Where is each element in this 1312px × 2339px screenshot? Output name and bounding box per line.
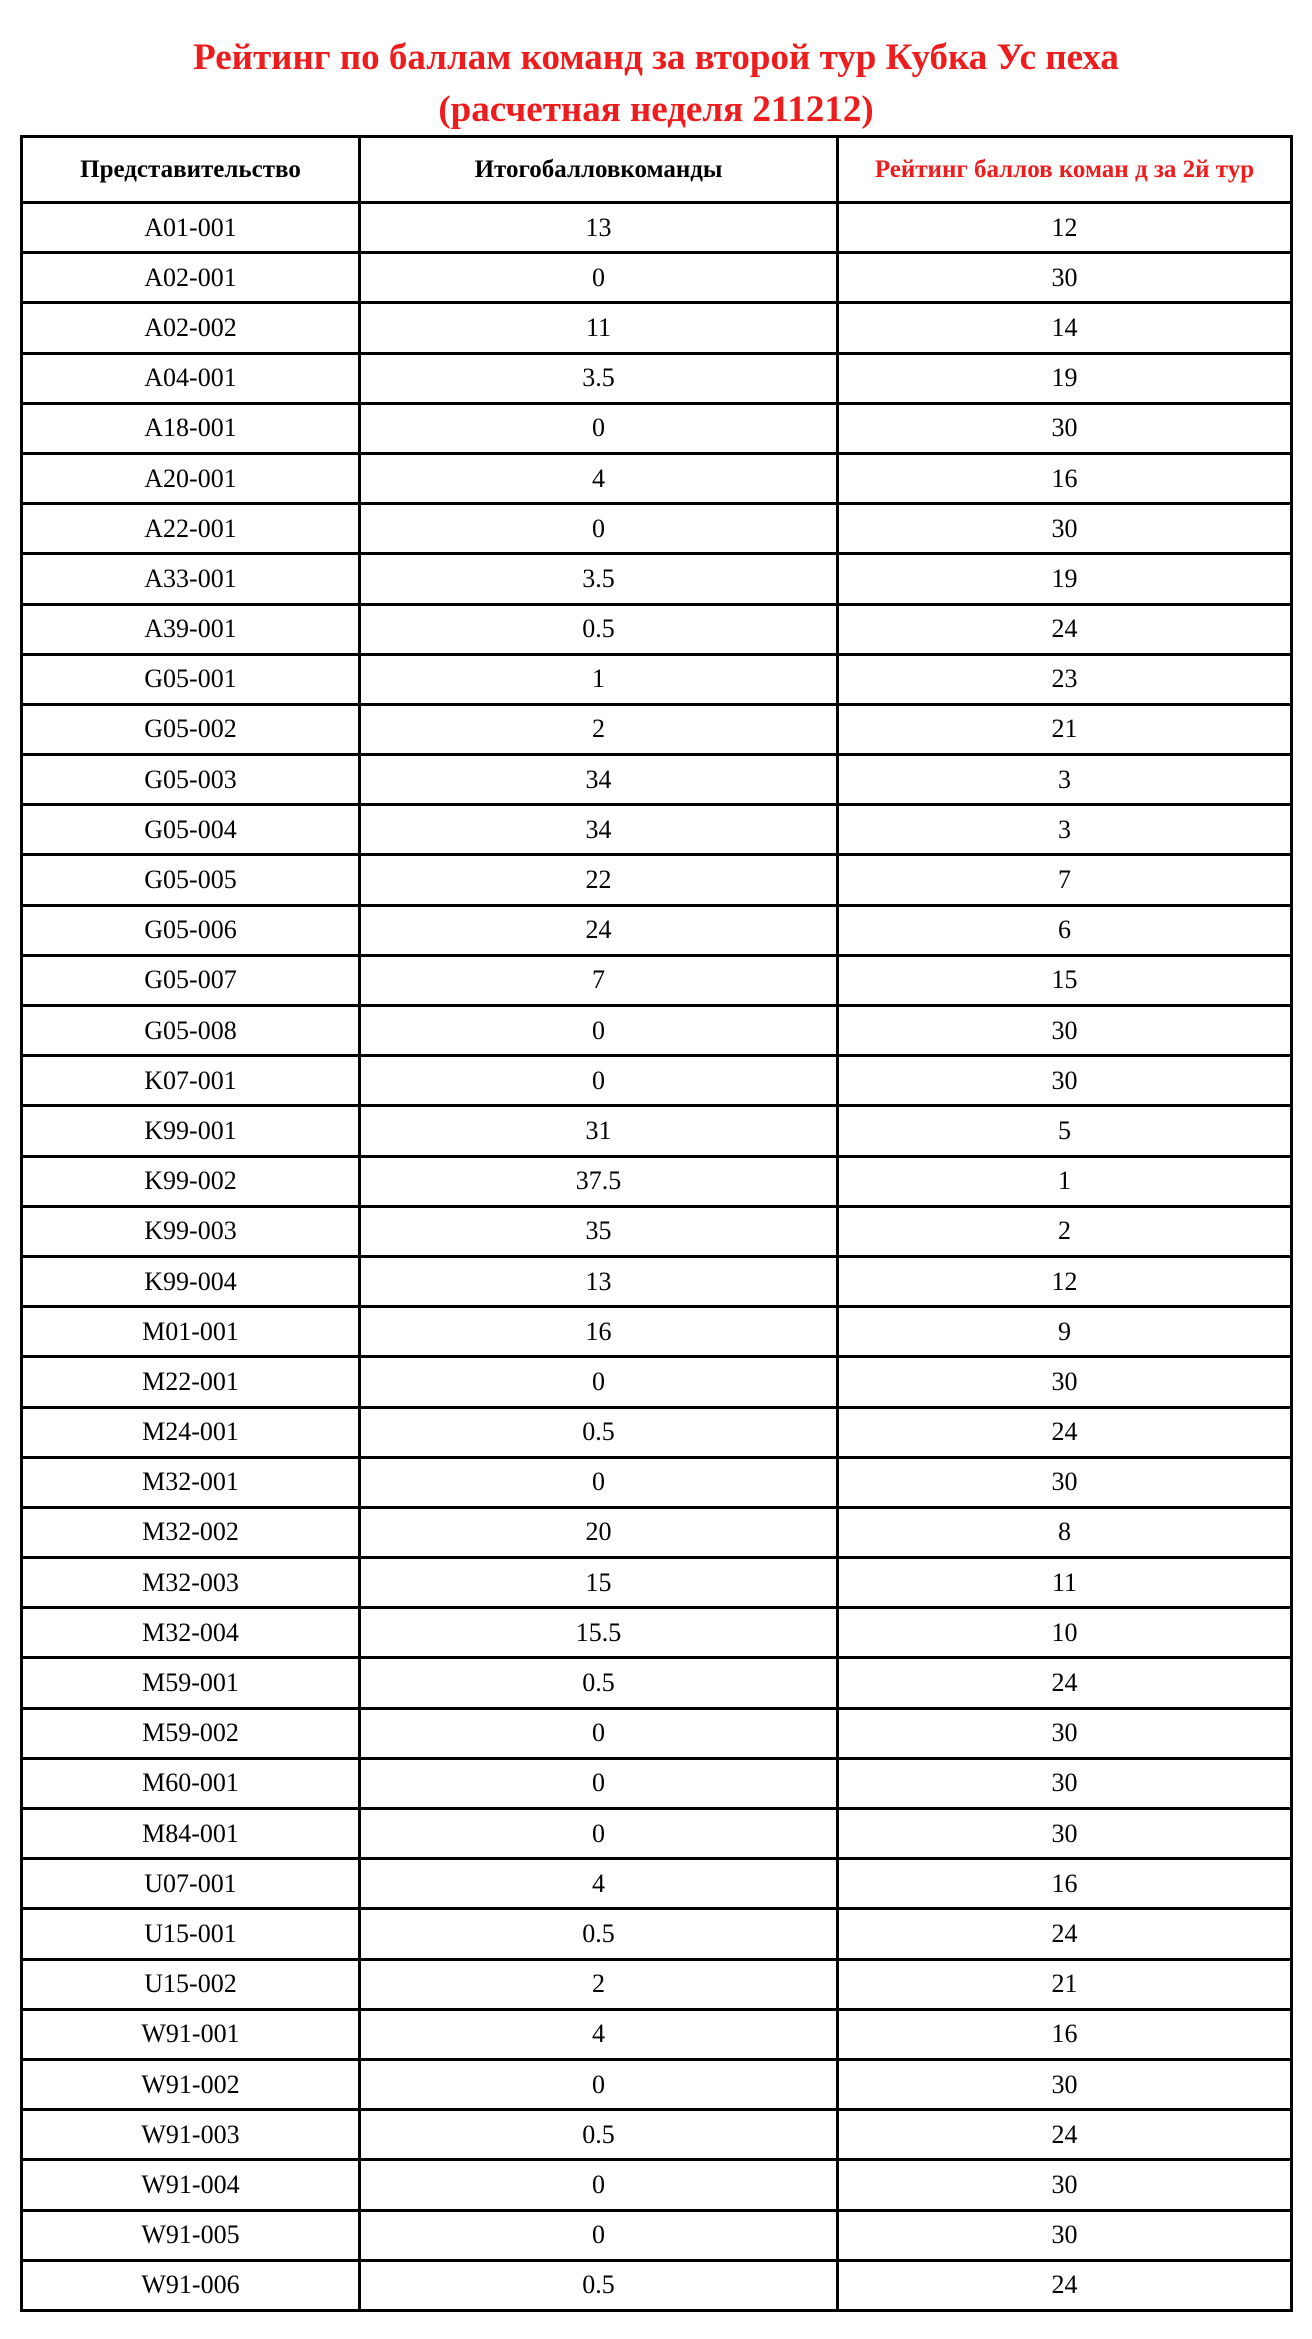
rating-cell: 14 <box>838 303 1292 353</box>
table-row <box>22 855 1292 905</box>
total-points-cell: 2 <box>360 704 838 754</box>
total-points-cell: 3.5 <box>360 554 838 604</box>
representation-cell: M84-001 <box>22 1809 360 1859</box>
representation-cell: U15-001 <box>22 1909 360 1959</box>
total-points-cell: 0.5 <box>360 2260 838 2310</box>
rating-cell: 19 <box>838 554 1292 604</box>
table-row <box>22 1256 1292 1306</box>
representation-cell: A33-001 <box>22 554 360 604</box>
rating-cell: 24 <box>838 2110 1292 2160</box>
table-row <box>22 303 1292 353</box>
total-points-cell: 0 <box>360 2160 838 2210</box>
rating-cell: 30 <box>838 1357 1292 1407</box>
representation-cell: A02-001 <box>22 253 360 303</box>
rating-cell: 30 <box>838 1708 1292 1758</box>
representation-cell: M59-002 <box>22 1708 360 1758</box>
table-row <box>22 1006 1292 1056</box>
representation-cell: W91-004 <box>22 2160 360 2210</box>
total-points-cell: 22 <box>360 855 838 905</box>
rating-cell: 6 <box>838 905 1292 955</box>
table-row <box>22 1156 1292 1206</box>
total-points-cell: 0 <box>360 1708 838 1758</box>
rating-cell: 24 <box>838 2260 1292 2310</box>
table-row <box>22 253 1292 303</box>
total-points-cell: 0 <box>360 403 838 453</box>
representation-cell: A22-001 <box>22 504 360 554</box>
header-row <box>22 137 1292 203</box>
representation-cell: W91-005 <box>22 2210 360 2260</box>
rating-cell: 23 <box>838 654 1292 704</box>
total-points-cell: 0.5 <box>360 1407 838 1457</box>
column-header-rating: Рейтинг баллов коман д за 2й тур <box>838 137 1292 203</box>
total-points-cell: 24 <box>360 905 838 955</box>
table-row <box>22 1206 1292 1256</box>
column-header-total-points: Итогобалловкоманды <box>360 137 838 203</box>
rating-cell: 19 <box>838 353 1292 403</box>
representation-cell: K99-004 <box>22 1256 360 1306</box>
title-line-2: (расчетная неделя 211212) <box>438 89 874 130</box>
table-row <box>22 1357 1292 1407</box>
total-points-cell: 0 <box>360 1357 838 1407</box>
rating-cell: 10 <box>838 1608 1292 1658</box>
representation-cell: U07-001 <box>22 1859 360 1909</box>
rating-cell: 15 <box>838 955 1292 1005</box>
table-row <box>22 905 1292 955</box>
representation-cell: G05-004 <box>22 805 360 855</box>
table-row <box>22 403 1292 453</box>
table-row <box>22 1056 1292 1106</box>
representation-cell: A01-001 <box>22 203 360 253</box>
table-row <box>22 1809 1292 1859</box>
rating-cell: 12 <box>838 203 1292 253</box>
rating-cell: 3 <box>838 805 1292 855</box>
rating-cell: 9 <box>838 1307 1292 1357</box>
table-row <box>22 604 1292 654</box>
rating-cell: 1 <box>838 1156 1292 1206</box>
rating-cell: 7 <box>838 855 1292 905</box>
rating-cell: 24 <box>838 604 1292 654</box>
total-points-cell: 1 <box>360 654 838 704</box>
table-row <box>22 1708 1292 1758</box>
representation-cell: M59-001 <box>22 1658 360 1708</box>
rating-cell: 24 <box>838 1407 1292 1457</box>
table-row <box>22 1307 1292 1357</box>
table-row <box>22 755 1292 805</box>
representation-cell: K99-002 <box>22 1156 360 1206</box>
total-points-cell: 31 <box>360 1106 838 1156</box>
total-points-cell: 34 <box>360 755 838 805</box>
rating-cell: 30 <box>838 1006 1292 1056</box>
rating-cell: 30 <box>838 253 1292 303</box>
representation-cell: A02-002 <box>22 303 360 353</box>
rating-cell: 16 <box>838 453 1292 503</box>
representation-cell: G05-008 <box>22 1006 360 1056</box>
total-points-cell: 20 <box>360 1507 838 1557</box>
rating-cell: 30 <box>838 1758 1292 1808</box>
total-points-cell: 0.5 <box>360 2110 838 2160</box>
table-row <box>22 2009 1292 2059</box>
representation-cell: M24-001 <box>22 1407 360 1457</box>
table-row <box>22 554 1292 604</box>
total-points-cell: 0 <box>360 1056 838 1106</box>
total-points-cell: 4 <box>360 2009 838 2059</box>
table-row <box>22 1959 1292 2009</box>
page-title <box>0 32 1312 136</box>
representation-cell: G05-001 <box>22 654 360 704</box>
table-row <box>22 1758 1292 1808</box>
total-points-cell: 15.5 <box>360 1608 838 1658</box>
representation-cell: A04-001 <box>22 353 360 403</box>
total-points-cell: 3.5 <box>360 353 838 403</box>
total-points-cell: 34 <box>360 805 838 855</box>
rating-cell: 30 <box>838 2160 1292 2210</box>
rating-cell: 30 <box>838 1809 1292 1859</box>
table-row <box>22 2110 1292 2160</box>
representation-cell: G05-005 <box>22 855 360 905</box>
representation-cell: M01-001 <box>22 1307 360 1357</box>
representation-cell: A20-001 <box>22 453 360 503</box>
table-row <box>22 453 1292 503</box>
representation-cell: W91-001 <box>22 2009 360 2059</box>
total-points-cell: 0 <box>360 1809 838 1859</box>
table-row <box>22 704 1292 754</box>
representation-cell: A18-001 <box>22 403 360 453</box>
total-points-cell: 2 <box>360 1959 838 2009</box>
total-points-cell: 7 <box>360 955 838 1005</box>
representation-cell: G05-003 <box>22 755 360 805</box>
representation-cell: K99-001 <box>22 1106 360 1156</box>
table-row <box>22 1457 1292 1507</box>
total-points-cell: 0.5 <box>360 1909 838 1959</box>
table-row <box>22 2260 1292 2310</box>
rating-cell: 21 <box>838 704 1292 754</box>
total-points-cell: 16 <box>360 1307 838 1357</box>
total-points-cell: 0 <box>360 253 838 303</box>
total-points-cell: 15 <box>360 1558 838 1608</box>
total-points-cell: 0 <box>360 2059 838 2109</box>
rating-cell: 2 <box>838 1206 1292 1256</box>
representation-cell: M32-002 <box>22 1507 360 1557</box>
rating-cell: 30 <box>838 1457 1292 1507</box>
table-row <box>22 2210 1292 2260</box>
rating-cell: 30 <box>838 403 1292 453</box>
representation-cell: W91-003 <box>22 2110 360 2160</box>
title-line-1: Рейтинг по баллам команд за второй тур Кубка Ус пеха <box>193 37 1119 78</box>
total-points-cell: 35 <box>360 1206 838 1256</box>
representation-cell: W91-002 <box>22 2059 360 2109</box>
rating-cell: 30 <box>838 1056 1292 1106</box>
table-row <box>22 1859 1292 1909</box>
table-row <box>22 203 1292 253</box>
table-row <box>22 2059 1292 2109</box>
total-points-cell: 0 <box>360 2210 838 2260</box>
total-points-cell: 0 <box>360 1758 838 1808</box>
rating-cell: 24 <box>838 1658 1292 1708</box>
rating-table <box>20 135 1293 2312</box>
table-body <box>22 203 1292 2311</box>
representation-cell: M60-001 <box>22 1758 360 1808</box>
table-row <box>22 353 1292 403</box>
total-points-cell: 0 <box>360 504 838 554</box>
table-row <box>22 1106 1292 1156</box>
table-row <box>22 955 1292 1005</box>
representation-cell: A39-001 <box>22 604 360 654</box>
rating-cell: 11 <box>838 1558 1292 1608</box>
table-row <box>22 504 1292 554</box>
representation-cell: M32-004 <box>22 1608 360 1658</box>
representation-cell: W91-006 <box>22 2260 360 2310</box>
rating-cell: 30 <box>838 2059 1292 2109</box>
rating-cell: 30 <box>838 504 1292 554</box>
table-row <box>22 1507 1292 1557</box>
representation-cell: G05-006 <box>22 905 360 955</box>
total-points-cell: 37.5 <box>360 1156 838 1206</box>
table-row <box>22 1909 1292 1959</box>
table-row <box>22 805 1292 855</box>
total-points-cell: 4 <box>360 1859 838 1909</box>
rating-cell: 30 <box>838 2210 1292 2260</box>
total-points-cell: 0 <box>360 1457 838 1507</box>
rating-cell: 12 <box>838 1256 1292 1306</box>
representation-cell: M32-003 <box>22 1558 360 1608</box>
rating-cell: 3 <box>838 755 1292 805</box>
representation-cell: M32-001 <box>22 1457 360 1507</box>
column-header-representation: Представительство <box>22 137 360 203</box>
total-points-cell: 0 <box>360 1006 838 1056</box>
rating-cell: 8 <box>838 1507 1292 1557</box>
rating-cell: 16 <box>838 2009 1292 2059</box>
total-points-cell: 4 <box>360 453 838 503</box>
total-points-cell: 13 <box>360 1256 838 1306</box>
table-row <box>22 1558 1292 1608</box>
table-row <box>22 1658 1292 1708</box>
representation-cell: G05-002 <box>22 704 360 754</box>
representation-cell: G05-007 <box>22 955 360 1005</box>
table-row <box>22 1608 1292 1658</box>
rating-cell: 24 <box>838 1909 1292 1959</box>
rating-cell: 5 <box>838 1106 1292 1156</box>
representation-cell: K99-003 <box>22 1206 360 1256</box>
table-row <box>22 1407 1292 1457</box>
table-row <box>22 2160 1292 2210</box>
total-points-cell: 13 <box>360 203 838 253</box>
table-row <box>22 654 1292 704</box>
total-points-cell: 0.5 <box>360 1658 838 1708</box>
representation-cell: K07-001 <box>22 1056 360 1106</box>
representation-cell: U15-002 <box>22 1959 360 2009</box>
total-points-cell: 0.5 <box>360 604 838 654</box>
rating-cell: 16 <box>838 1859 1292 1909</box>
representation-cell: M22-001 <box>22 1357 360 1407</box>
rating-cell: 21 <box>838 1959 1292 2009</box>
total-points-cell: 11 <box>360 303 838 353</box>
